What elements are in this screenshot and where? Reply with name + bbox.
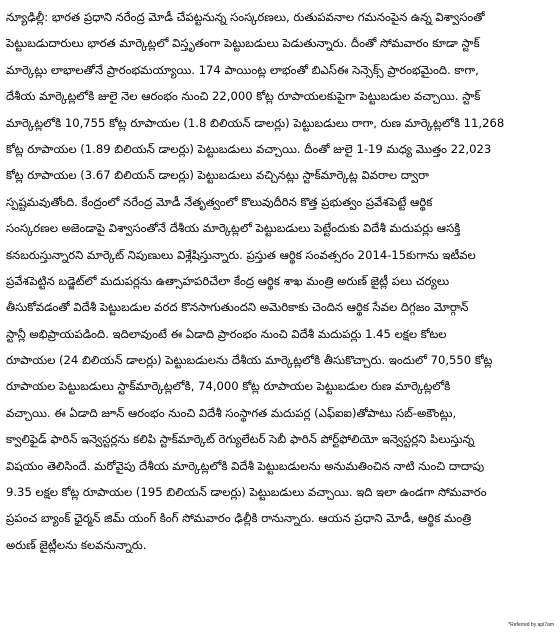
article-line: సంస్కరణల అజెండాపై విశ్వాసంతోనే దేశీయ మార్కెట్లలో పెట్టుబడులు పెట్టేందుకు విదేశీ మదుపర్లు ఆసక్తి [6,221,461,236]
article-line: తీసుకోవడంతో విదేశీ పెట్టుబడుల వరద కొనసాగుతుందని అమెరికాకు చెందిన ఆర్థిక సేవల దిగ్గజం మోర్గాన్ [6,300,469,315]
article-line: రూపాయల (24 బిలియన్ డాలర్లు) పెట్టుబడులను దేశీయ మార్కెట్లలోకి తీసుకొచ్చారు. ఇందులో 70,550 కోట్ల [6,353,493,368]
article-line: ప్రపంచ బ్యాంక్ ఛైర్మన్ జిమ్ యంగ్ కింగ్ సోమవారం ఢిల్లీకి రానున్నారు. ఆయన ప్రధాని మోడీ, ఆర్థిక మంత్రి [6,511,472,526]
article-line: కోట్ల రూపాయల (1.89 బిలియన్ డాలర్లు) పెట్టుబడులు వచ్చాయి. దీంతో జులై 1-19 మధ్య మొత్తం 22,023 [6,141,492,156]
article-line: అరుణ్ జైట్లీలను కలవనున్నారు. [6,537,147,552]
article-line: వచ్చాయి. ఈ ఏడాది జూన్ ఆరంభం నుంచి విదేశీ సంస్థాగత మదుపర్ల (ఎఫ్ఐఐ)తోపాటు సబ్-అకౌంట్లు, [6,405,457,420]
article-line: విషయం తెలిసిందే. మరోవైపు దేశీయ మార్కెట్లలోకి విదేశీ పెట్టుబడులను అనుమతించిన నాటి నుంచి దాదాపు [6,458,485,473]
article-line: కనబరుస్తున్నారని మార్కెట్ నిపుణులు విశ్లేషిస్తున్నారు. ప్రస్తుత ఆర్థిక సంవత్సరం 2014-15కుగాను ఇటీవల [6,247,476,262]
article-line: న్యూఢిల్లీ: భారత ప్రధాని నరేంద్ర మోడీ చేపట్టనున్న సంస్కరణలు, రుతుపవనాల గమనంపైన ఉన్న విశ్వాసంతో [6,10,485,24]
article-line: 9.35 లక్షల కోట్ల రూపాయల (195 బిలియన్ డాలర్లు) పెట్టుబడులు వచ్చాయి. ఇది ఇలా ఉండగా సోమవారం [6,485,487,500]
article-line: మార్కెట్లు లాభాలతోనే ప్రారంభమయ్యాయి. 174 పాయింట్ల లాభంతో బిఎస్ఈ సెన్సెక్స్ ప్రారంభమైంది. కాగా, [6,62,479,77]
article-line: పెట్టుబడుదారులు భారత మార్కెట్లలో విస్తృతంగా పెట్టుబడులు పెడుతున్నారు. దీంతో సోమవారం కూడా స్టాక్ [6,36,480,51]
article-line: క్వాలిఫైడ్ ఫారిన్ ఇన్వెస్టర్లను కలిపి స్టాక్‌మార్కెట్ రెగ్యులేటర్ సెబీ ఫారిన్ పోర్ట్‌ఫోలియో ఇన్వెస్టర్లని పిలుస్తున్న [6,432,475,447]
article-line: దేశీయ మార్కెట్లలోకి జులై నెల ఆరంభం నుంచి 22,000 కోట్ల రూపాయలకుపైగా పెట్టుబడుల వచ్చాయి. స్టాక్ [6,89,481,104]
article-line: స్టాన్లీ అభిప్రాయపడింది. ఇదిలావుంటే ఈ ఏడాది ప్రారంభం నుంచి విదేశీ మదుపర్లు 1.45 లక్షల కోటల [6,326,447,341]
watermark: *Referred by api7am [508,622,554,628]
article-line: కోట్ల రూపాయల (3.67 బిలియన్ డాలర్లు) పెట్టుబడులు వచ్చినట్లు స్టాక్‌మార్కెట్ల వివరాల ద్వారా [6,168,429,183]
article-line: స్పష్టమవుతోంది. కేంద్రంలో నరేంద్ర మోడీ నేతృత్వంలో కొలువుదీరిన కొత్త ప్రభుత్వం ప్రవేశపెట్టే ఆర్థిక [6,194,433,209]
article-line: మార్కెట్లలోకి 10,755 కోట్ల రూపాయల (1.8 బిలియన్ డాలర్లు) పెట్టుబడులు రాగా, రుణ మార్కెట్లలోకి 11,268 [6,115,505,130]
article-line: ప్రవేశపెట్టిన బడ్జెట్‌లో మదుపర్లను ఉత్సాహపరిచేలా కేంద్ర ఆర్థిక శాఖ మంత్రి అరుణ్ జైట్లీ పలు చర్యలు [6,273,450,288]
article-line: రూపాయల పెట్టుబడులు స్టాక్‌మార్కెట్లలోకి, 74,000 కోట్ల రూపాయల పెట్టుబడుల రుణ మార్కెట్లలోకి [6,379,451,394]
article-body [6,4,554,558]
